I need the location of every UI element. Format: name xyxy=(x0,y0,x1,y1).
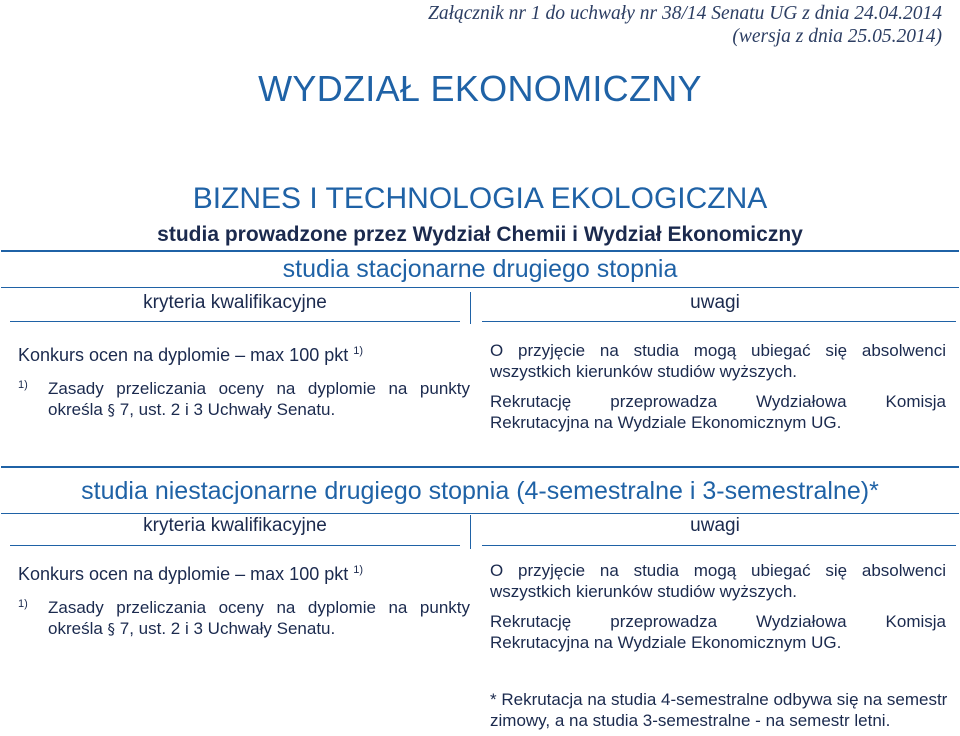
remarks-committee: Rekrutację przeprowadza Wydziałowa Komisja Rekrutacyjna na Wydziale Ekonomicznym UG. xyxy=(490,392,946,432)
annex-header xyxy=(382,2,942,48)
footnote-reference: 7, ust. 2 i 3 Uchwały Senatu. xyxy=(119,400,336,419)
footnote-reference-2: 7, ust. 2 i 3 Uchwały Senatu. xyxy=(119,619,336,638)
asterisk-note: * Rekrutacja na studia 4-semestralne odbywa się na semestr zimowy, a na studia 3-semestralne - na semestr letni. xyxy=(490,690,948,730)
footnote-text-2 xyxy=(48,597,470,640)
section-band-fulltime: studia stacjonarne drugiego stopnia xyxy=(1,250,959,288)
footnote-body: Zasady przeliczania oceny na dyplomie na punkty określa xyxy=(48,379,470,419)
footnote-ref-mark: 1) xyxy=(353,345,364,357)
footnote-2 xyxy=(18,597,470,640)
faculty-title: WYDZIAŁ EKONOMICZNY xyxy=(258,68,702,109)
column-header-remarks: uwagi xyxy=(690,292,740,313)
column-divider xyxy=(470,292,471,324)
contest-points-2: max 100 pkt xyxy=(250,564,349,584)
contest-text: Konkurs ocen na dyplomie xyxy=(18,345,231,365)
column-divider-2 xyxy=(470,515,471,549)
contest-line-2 xyxy=(18,560,470,585)
header-underline-left xyxy=(10,321,460,322)
footnote-body-2: Zasady przeliczania oceny na dyplomie na punkty określa xyxy=(48,598,470,638)
program-title: BIZNES I TECHNOLOGIA EKOLOGICZNA xyxy=(192,182,768,215)
remarks-cell-parttime xyxy=(490,560,946,653)
header-underline-left-2 xyxy=(10,545,460,546)
column-header-criteria-2: kryteria kwalifikacyjne xyxy=(143,515,327,536)
footnote xyxy=(18,378,470,421)
annex-line-2: (wersja z dnia 25.05.2014) xyxy=(732,26,942,47)
remarks-eligibility: O przyjęcie na studia mogą ubiegać się absolwenci wszystkich kierunków studiów wyższych. xyxy=(490,341,946,381)
column-header-remarks-2: uwagi xyxy=(690,515,740,536)
column-header-criteria: kryteria kwalifikacyjne xyxy=(143,292,327,313)
criteria-cell-parttime xyxy=(18,560,470,640)
footnote-mark-2: 1) xyxy=(18,598,28,610)
footnote-mark: 1) xyxy=(18,379,28,391)
contest-line xyxy=(18,341,470,366)
remarks-committee-2: Rekrutację przeprowadza Wydziałowa Komisja Rekrutacyjna na Wydziale Ekonomicznym UG. xyxy=(490,612,946,652)
criteria-cell-fulltime xyxy=(18,341,470,421)
header-underline-right-2 xyxy=(482,545,956,546)
header-underline-right xyxy=(482,321,956,322)
footnote-ref-mark-2: 1) xyxy=(353,564,364,576)
contest-dash-2: – xyxy=(235,564,246,584)
contest-dash: – xyxy=(235,345,246,365)
section-band-parttime: studia niestacjonarne drugiego stopnia (4-semestralne i 3-semestralne)* xyxy=(1,466,959,514)
remarks-cell-fulltime xyxy=(490,340,946,433)
footnote-text xyxy=(48,378,470,421)
contest-points: max 100 pkt xyxy=(250,345,349,365)
remarks-eligibility-2: O przyjęcie na studia mogą ubiegać się absolwenci wszystkich kierunków studiów wyższych. xyxy=(490,561,946,601)
annex-line-1: Załącznik nr 1 do uchwały nr 38/14 Senatu UG z dnia 24.04.2014 xyxy=(427,3,942,24)
conducted-by: studia prowadzone przez Wydział Chemii i Wydział Ekonomiczny xyxy=(157,223,803,246)
section-sign-2: § xyxy=(107,620,116,638)
contest-text-2: Konkurs ocen na dyplomie xyxy=(18,564,231,584)
section-sign: § xyxy=(107,401,116,419)
